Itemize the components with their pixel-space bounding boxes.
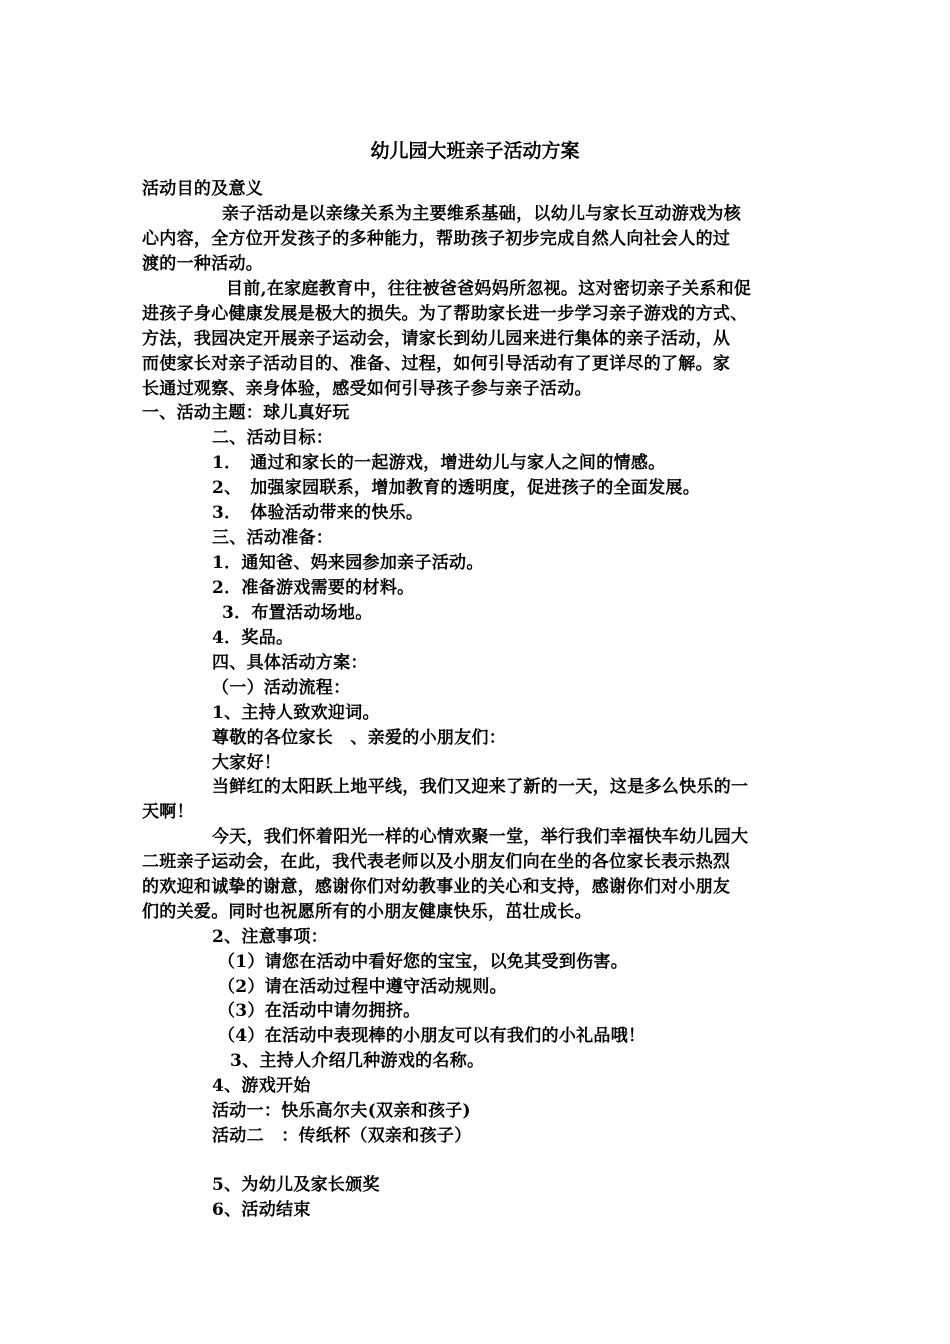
- speech-line: 尊敬的各位家长 、亲爱的小朋友们：: [212, 728, 507, 748]
- section-heading-preparation: 三、活动准备：: [212, 528, 334, 548]
- list-item: 1、主持人致欢迎词。: [212, 703, 380, 723]
- speech-line: 们的关爱。同时也祝愿所有的小朋友健康快乐，茁壮成长。: [142, 902, 592, 922]
- paragraph-line: 渡的一种活动。: [142, 254, 264, 274]
- subsection-heading: 2、注意事项：: [212, 927, 328, 947]
- speech-line: 大家好！: [212, 753, 282, 773]
- list-item: 3． 体验活动带来的快乐。: [212, 503, 424, 523]
- speech-line: 的欢迎和诚挚的谢意，感谢你们对幼教事业的关心和支持，感谢你们对小朋友: [142, 877, 731, 897]
- list-item: 5、为幼儿及家长颁奖: [212, 1175, 380, 1195]
- list-item: 1． 通过和家长的一起游戏，增进幼儿与家人之间的情感。: [212, 453, 666, 473]
- section-heading-goals: 二、活动目标：: [212, 428, 334, 448]
- section-heading-plan: 四、具体活动方案：: [212, 653, 368, 673]
- speech-line: 二班亲子运动会，在此，我代表老师以及小朋友们向在坐的各位家长表示热烈: [142, 852, 731, 872]
- list-item: （1）请您在活动中看好您的宝宝，以免其受到伤害。: [218, 952, 629, 972]
- list-item: 4、游戏开始: [212, 1076, 311, 1096]
- list-item: （2）请在活动过程中遵守活动规则。: [218, 977, 507, 997]
- list-item: （4）在活动中表现棒的小朋友可以有我们的小礼品哦！: [218, 1026, 646, 1046]
- paragraph-line: 而使家长对亲子活动目的、准备、过程，如何引导活动有了更详尽的了解。家: [142, 354, 731, 374]
- list-item: 1．通知爸、妈来园参加亲子活动。: [212, 553, 484, 573]
- list-item: 6、活动结束: [212, 1200, 311, 1220]
- paragraph-line: 心内容，全方位开发孩子的多种能力，帮助孩子初步完成自然人向社会人的过: [142, 229, 731, 249]
- speech-line: 今天，我们怀着阳光一样的心情欢聚一堂，举行我们幸福快车幼儿园大: [212, 827, 749, 847]
- speech-line: 当鲜红的太阳跃上地平线，我们又迎来了新的一天，这是多么快乐的一: [212, 777, 749, 797]
- paragraph-line: 目前,在家庭教育中，往往被爸爸妈妈所忽视。这对密切亲子关系和促: [226, 279, 752, 299]
- list-item: （3）在活动中请勿拥挤。: [218, 1001, 421, 1021]
- section-heading-purpose: 活动目的及意义: [142, 179, 264, 199]
- list-item: 4．奖品。: [212, 628, 294, 648]
- section-heading-theme: 一、活动主题：球儿真好玩: [142, 403, 350, 423]
- paragraph-line: 亲子活动是以亲缘关系为主要维系基础，以幼儿与家长互动游戏为核: [222, 204, 741, 224]
- document-title: 幼儿园大班亲子活动方案: [370, 140, 580, 162]
- list-item: 活动一：快乐高尔夫(双亲和孩子): [212, 1101, 471, 1121]
- subsection-heading: （一）活动流程：: [212, 678, 351, 698]
- list-item: 2、 加强家园联系，增加教育的透明度，促进孩子的全面发展。: [212, 478, 701, 498]
- list-item: 2．准备游戏需要的材料。: [212, 578, 415, 598]
- list-item: 3．布置活动场地。: [222, 603, 373, 623]
- list-item: 3、主持人介绍几种游戏的名称。: [230, 1051, 485, 1071]
- paragraph-line: 长通过观察、亲身体验，感受如何引导孩子参与亲子活动。: [142, 379, 592, 399]
- speech-line: 天啊！: [142, 802, 194, 822]
- paragraph-line: 方法，我园决定开展亲子运动会，请家长到幼儿园来进行集体的亲子活动，从: [142, 329, 731, 349]
- paragraph-line: 进孩子身心健康发展是极大的损失。为了帮助家长进一步学习亲子游戏的方式、: [142, 304, 748, 324]
- list-item: 活动二 ：传纸杯（双亲和孩子）: [212, 1126, 472, 1146]
